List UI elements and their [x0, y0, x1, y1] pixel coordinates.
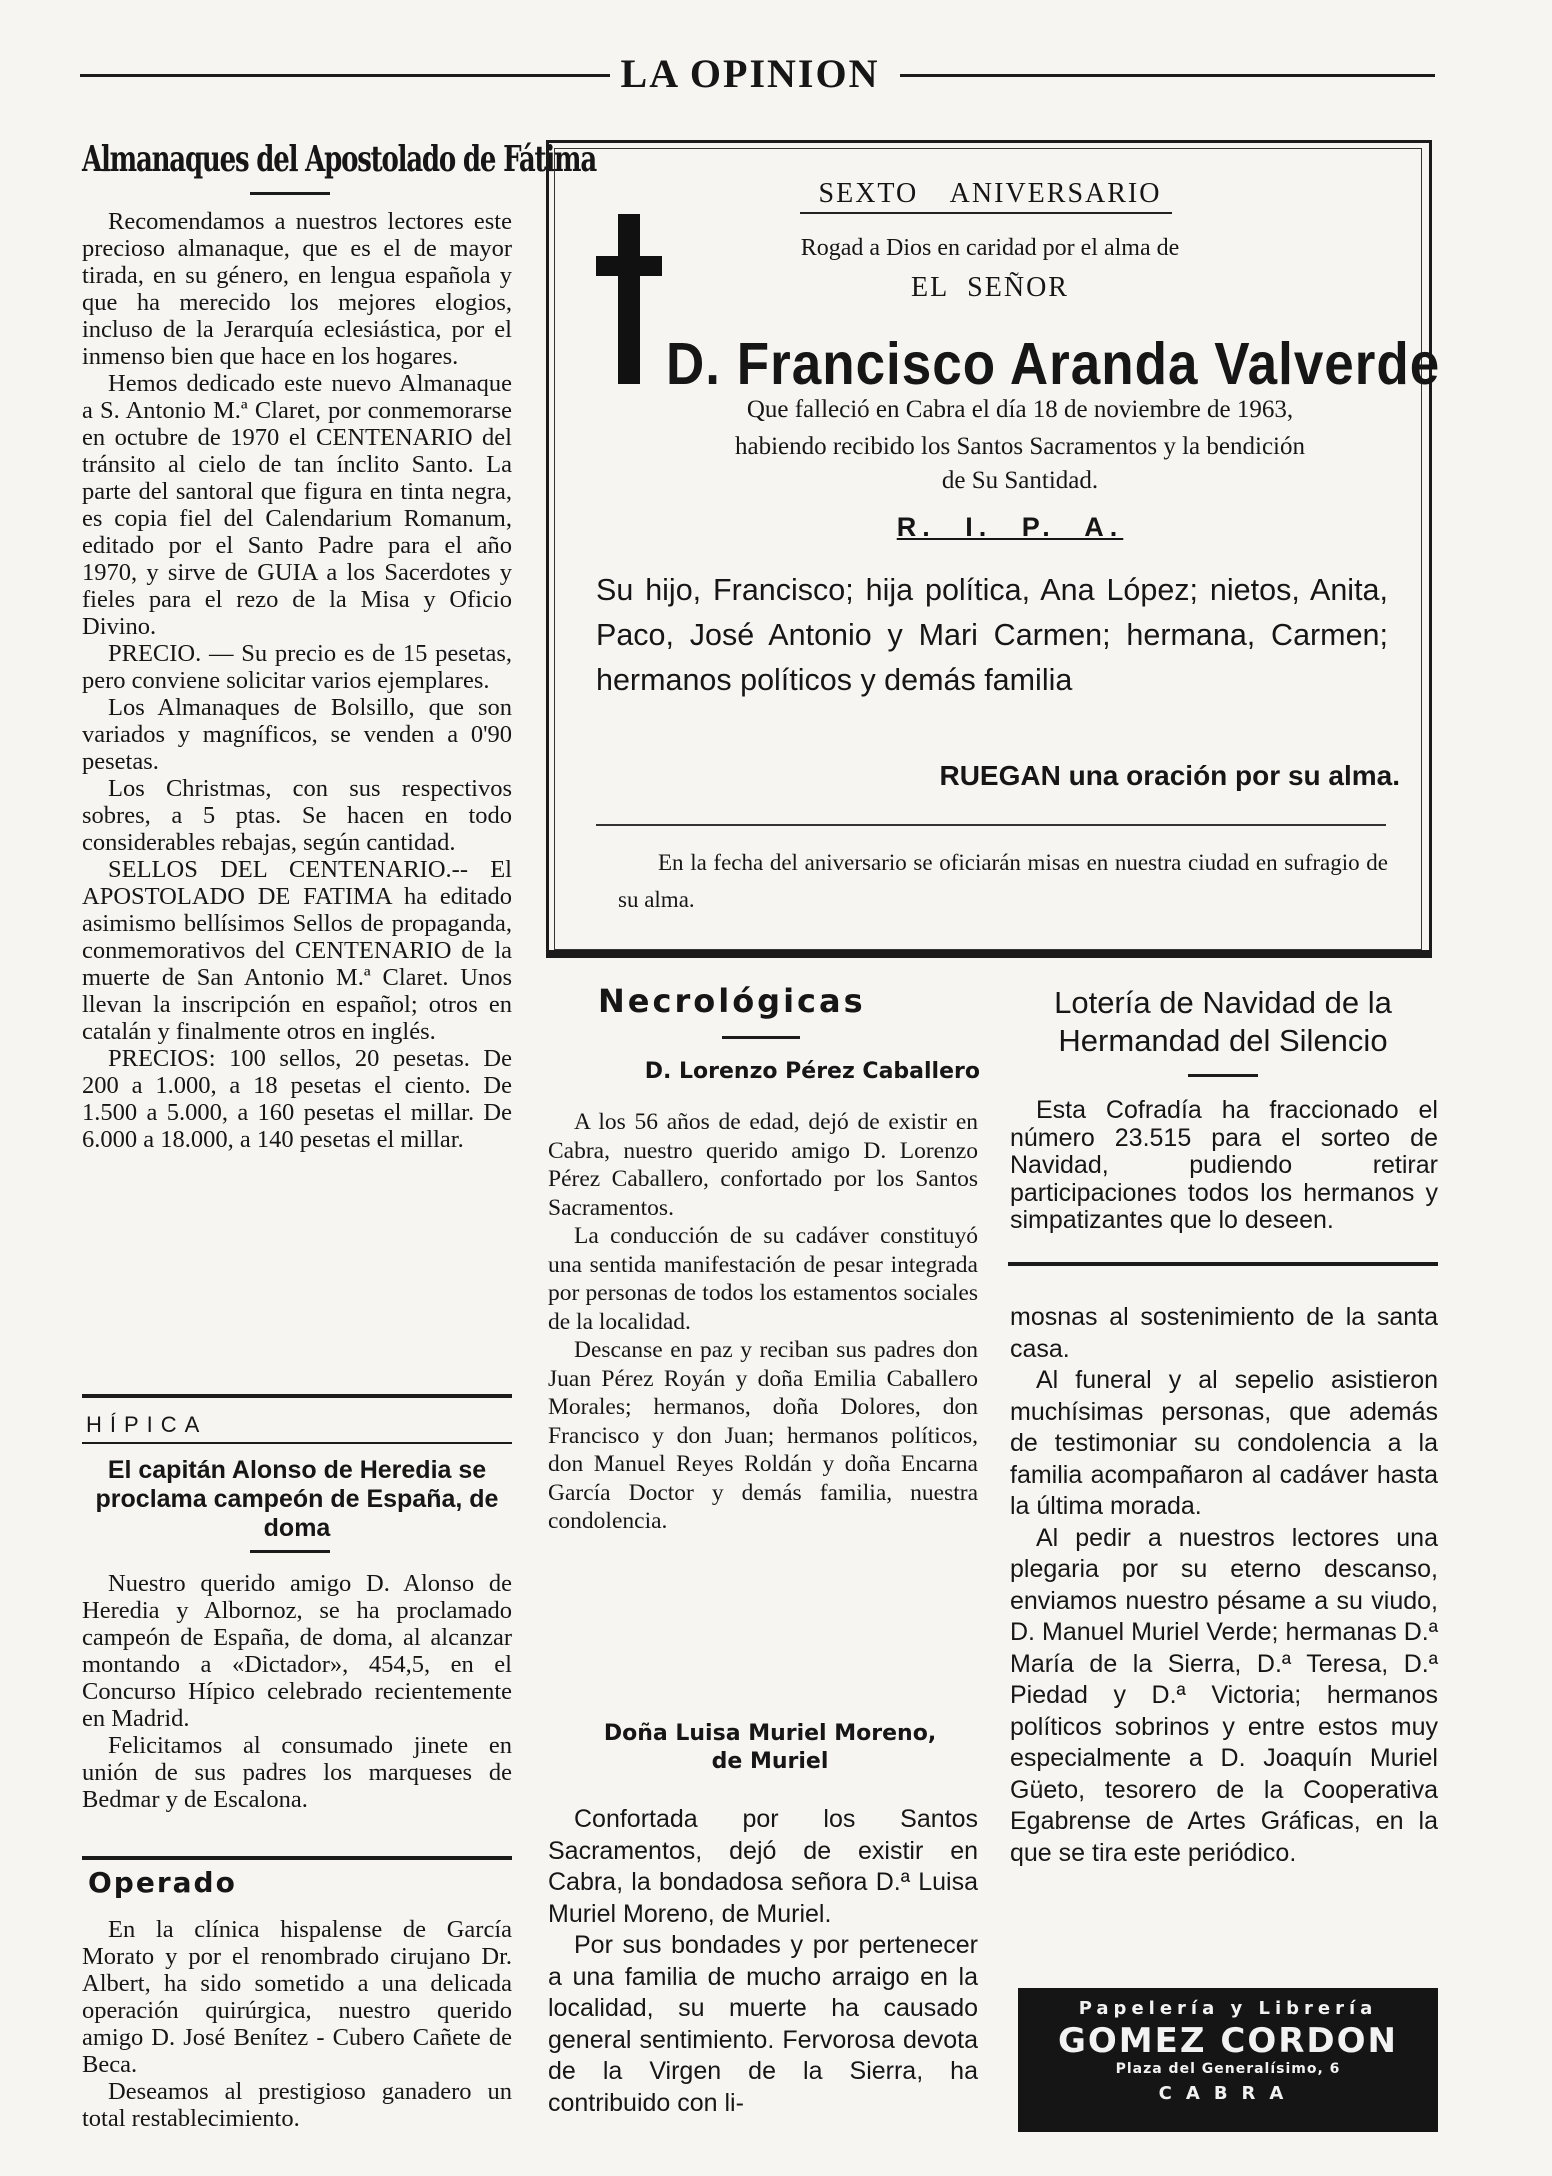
- esquela-line1: Rogad a Dios en caridad por el alma de: [800, 235, 1180, 261]
- esquela-heading: SEXTO ANIVERSARIO: [818, 178, 1162, 209]
- obituary-subtitle-line: Doña Luisa Muriel Moreno,: [603, 1721, 937, 1746]
- hipica-rule: [250, 1550, 330, 1553]
- obituary-subtitle: [560, 1720, 980, 1776]
- gomez-cordon-ad: [1018, 1988, 1438, 2132]
- hipica-label: HÍPICA: [86, 1412, 208, 1437]
- hipica-article: [82, 1570, 512, 1813]
- esquela-line2: EL SEÑOR: [911, 272, 1069, 303]
- obituary-subtitle: D. Lorenzo Pérez Caballero: [644, 1059, 980, 1084]
- obituary-subtitle-line: de Muriel: [711, 1749, 829, 1774]
- article-paragraph: Descanse en paz y reciban sus padres don Juan Pérez Royán y doña Emilia Caballero Morales; hermanos, doña Dolores, don Francisco y don Juan; hermanos políticos, don Manuel Reyes Roldán y doña Encarna García Doctor y demás familia, nuestra condolencia.: [548, 1337, 978, 1534]
- masthead-rule-right: [900, 74, 1435, 77]
- almanaques-title: Almanaques del Apostolado de Fátima: [82, 140, 597, 181]
- esquela-note: [618, 844, 1388, 918]
- ad-brand: GOMEZ CORDON: [1058, 2021, 1398, 2061]
- cross-icon: [618, 214, 640, 384]
- loteria-title: Lotería de Navidad de la Hermandad del Silencio: [1054, 985, 1392, 1058]
- article-paragraph: La conducción de su cadáver constituyó una sentida manifestación de pesar integrada por personas de todos los estamentos sociales de la localidad.: [548, 1223, 978, 1335]
- section-divider: [82, 1856, 512, 1860]
- obituary-article: [548, 1804, 978, 2119]
- death-line: habiendo recibido los Santos Sacramentos y la bendición: [734, 433, 1305, 460]
- ad-line: Plaza del Generalísimo, 6: [1115, 2061, 1341, 2077]
- article-paragraph: PRECIO. — Su precio es de 15 pesetas, pero conviene solicitar varios ejemplares.: [82, 640, 512, 694]
- article-paragraph: Deseamos al prestigioso ganadero un total restablecimiento.: [82, 2078, 512, 2132]
- article-paragraph: PRECIOS: 100 sellos, 20 pesetas. De 200 a 1.000, a 18 pesetas el ciento. De 1.500 a 5.000, a 160 pesetas el millar. De 6.000 a 18.000, a 140 pesetas el millar.: [82, 1045, 512, 1153]
- article-paragraph: Por sus bondades y por pertenecer a una familia de mucho arraigo en la localidad, su muerte ha causado general sentimiento. Fervorosa devota de la Virgen de la Sierra, ha contribuido con li-: [548, 1931, 978, 2117]
- article-paragraph: Confortada por los Santos Sacramentos, dejó de existir en Cabra, la bondadosa señora D.ª Luisa Muriel Moreno, de Muriel.: [548, 1805, 978, 1928]
- almanaques-rule: [250, 192, 330, 195]
- article-paragraph: Los Almanaques de Bolsillo, que son variados y magníficos, se venden a 0'90 pesetas.: [82, 694, 512, 775]
- cross-icon-bar: [596, 256, 662, 276]
- ad-line: Papelería y Librería: [1078, 1998, 1378, 2019]
- article-paragraph: Recomendamos a nuestros lectores este precioso almanaque, que es el de mayor tirada, en su género, en lengua española y que ha merecido los mejores elogios, incluso de la Jerarquía eclesiástica, por el inmenso bien que hace en los hogares.: [82, 208, 512, 370]
- article-paragraph: Los Christmas, con sus respectivos sobres, a 5 ptas. Se hacen en todo considerables rebajas, según cantidad.: [82, 775, 512, 856]
- article-paragraph: Nuestro querido amigo D. Alonso de Heredia y Albornoz, se ha proclamado campeón de España, de doma, al alcanzar montando a «Dictador», 454,5, en el Concurso Hípico celebrado recientemente en Madrid.: [82, 1570, 512, 1732]
- article-paragraph: Hemos dedicado este nuevo Almanaque a S. Antonio M.ª Claret, por conmemorarse en octubre de 1970 el CENTENARIO del tránsito al cielo de tan ínclito Santo. La parte del santoral que figura en tinta negra, es copia fiel del Calendarium Romanum, editado por el Santo Padre para el año 1970, y sirve de GUIA a los Sacerdotes y fieles para el rezo de la Misa y Oficio Divino.: [82, 370, 512, 640]
- hipica-title: El capitán Alonso de Heredia se proclama campeón de España, de doma: [95, 1456, 499, 1542]
- death-line: Que falleció en Cabra el día 18 de noviembre de 1963,: [746, 396, 1294, 423]
- article-paragraph: Al pedir a nuestros lectores una plegaria por su eterno descanso, enviamos nuestro pésame a su viudo, D. Manuel Muriel Verde; hermanas D.ª María de la Sierra, D.ª Teresa, D.ª Piedad y D.ª Victoria; hermanos políticos sobrinos y entre estos muy especialmente a D. Joaquín Muriel Güeto, tesorero de la Cooperativa Egabrense de Artes Gráficas, en la que se tira este periódico.: [1010, 1523, 1438, 1867]
- obituary-article: [548, 1108, 978, 1536]
- masthead-rule-left: [80, 74, 610, 77]
- operado-article: [82, 1916, 512, 2132]
- article-paragraph: SELLOS DEL CENTENARIO.-- El APOSTOLADO DE FATIMA ha editado asimismo bellísimos Sellos de propaganda, conmemorativos del CENTENARIO de la muerte de San Antonio M.ª Claret. Unos llevan la inscripción en español; otros en catalán y finalmente otros en inglés.: [82, 856, 512, 1045]
- article-paragraph: A los 56 años de edad, dejó de existir en Cabra, nuestro querido amigo D. Lorenzo Pérez Caballero, confortado por los Santos Sacramentos.: [548, 1109, 978, 1221]
- ad-line: CABRA: [1158, 2083, 1298, 2104]
- heading-underline: [800, 212, 1172, 214]
- ruegan: RUEGAN una oración por su alma.: [939, 760, 1400, 791]
- family-list: Su hijo, Francisco; hija política, Ana López; nietos, Anita, Paco, José Antonio y Mari Carmen; hermana, Carmen; hermanos políticos y demás familia: [596, 573, 1388, 697]
- article-paragraph: mosnas al sostenimiento de la santa casa.: [1010, 1303, 1438, 1363]
- almanaques-article: [82, 208, 512, 1153]
- continuation-article: [1010, 1302, 1438, 1869]
- masthead-title: LA OPINION: [620, 51, 880, 96]
- article-paragraph: Esta Cofradía ha fraccionado el número 23.515 para el sorteo de Navidad, pudiendo retirar participaciones todos los hermanos y simpatizantes que lo deseen.: [1010, 1096, 1438, 1234]
- esquela-note-text: En la fecha del aniversario se oficiarán misas en nuestra ciudad en sufragio de su alma.: [618, 850, 1388, 912]
- esquela-bottom-rule: [546, 950, 1432, 955]
- section-divider: [82, 1394, 512, 1398]
- article-paragraph: Felicitamos al consumado jinete en unión de sus padres los marqueses de Bedmar y de Escalona.: [82, 1732, 512, 1813]
- section-divider: [1008, 1262, 1438, 1266]
- deceased-name: D. Francisco Aranda Valverde: [666, 331, 1441, 398]
- loteria-rule: [1188, 1074, 1258, 1077]
- article-paragraph: En la clínica hispalense de García Morato y por el renombrado cirujano Dr. Albert, ha sido sometido a una delicada operación quirúrgica, nuestro querido amigo D. José Benítez - Cubero Cañete de Beca.: [82, 1916, 512, 2078]
- necrologicas-title: Necrológicas: [598, 982, 866, 1020]
- operado-title: Operado: [88, 1866, 237, 1899]
- ripa: R. I. P. A.: [896, 512, 1124, 542]
- necrologicas-rule: [722, 1036, 800, 1039]
- loteria-article: [1010, 1097, 1438, 1235]
- esquela-inner-border: [554, 148, 1441, 950]
- article-paragraph: Al funeral y al sepelio asistieron muchísimas personas, que además de testimoniar su condolencia a la familia acompañaron al cadáver hasta la última morada.: [1010, 1366, 1438, 1520]
- esquela-note-rule: [596, 824, 1386, 826]
- section-divider: [82, 1442, 512, 1444]
- death-line: de Su Santidad.: [941, 467, 1099, 494]
